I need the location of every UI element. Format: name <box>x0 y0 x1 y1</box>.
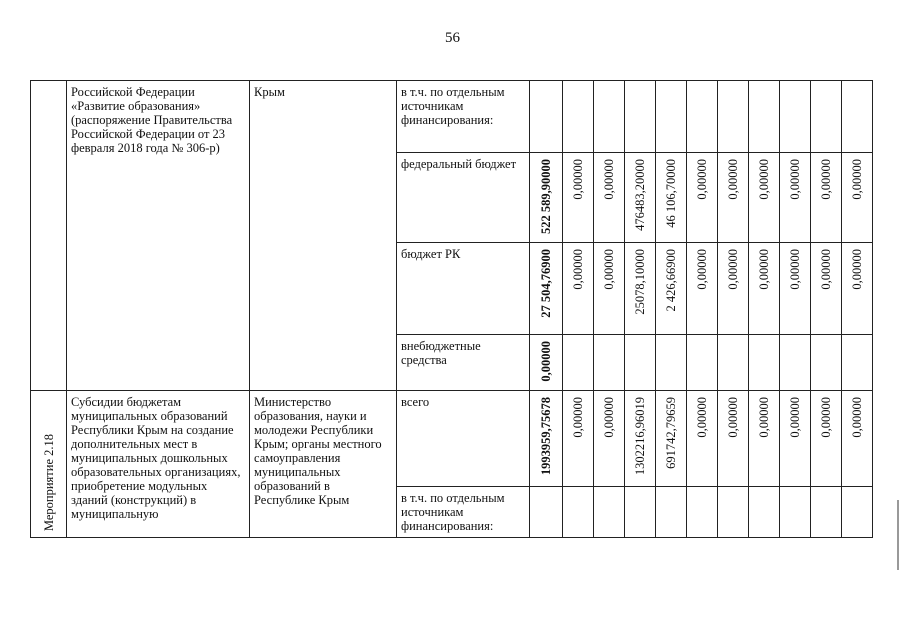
value-cell <box>749 335 780 391</box>
value-cell <box>780 81 811 153</box>
source-label: бюджет РК <box>401 247 461 261</box>
value-cell <box>780 335 811 391</box>
value-cell <box>594 487 625 538</box>
executor-text: Крым <box>254 85 285 99</box>
source-label: в т.ч. по отдельным источникам финансирования: <box>401 491 505 533</box>
value-cell <box>594 81 625 153</box>
program-cell <box>67 81 250 391</box>
value-cell <box>780 391 811 487</box>
cell-value: 0,00000 <box>602 397 616 438</box>
source-label-cell <box>397 243 530 335</box>
cell-value: 0,00000 <box>757 249 771 290</box>
cell-value: 0,00000 <box>788 159 802 200</box>
value-cell <box>842 391 873 487</box>
value-cell <box>563 81 594 153</box>
cell-value: 0,00000 <box>571 249 585 290</box>
cell-value: 0,00000 <box>788 397 802 438</box>
value-cell <box>687 391 718 487</box>
value-cell <box>656 81 687 153</box>
cell-value: 0,00000 <box>571 397 585 438</box>
value-cell <box>811 243 842 335</box>
scan-edge-mark <box>897 500 899 570</box>
value-cell <box>718 243 749 335</box>
value-cell <box>811 487 842 538</box>
source-label-cell <box>397 487 530 538</box>
total-cell <box>530 487 563 538</box>
value-cell <box>625 391 656 487</box>
value-cell <box>625 335 656 391</box>
value-cell <box>780 243 811 335</box>
cell-value: 2 426,66900 <box>664 249 678 312</box>
cell-value: 0,00000 <box>757 397 771 438</box>
value-cell <box>563 243 594 335</box>
total-value: 522 589,90000 <box>539 159 553 234</box>
value-cell <box>656 391 687 487</box>
value-cell <box>718 335 749 391</box>
value-cell <box>594 335 625 391</box>
value-cell <box>563 335 594 391</box>
cell-value: 0,00000 <box>819 159 833 200</box>
cell-value: 0,00000 <box>850 249 864 290</box>
value-cell <box>780 487 811 538</box>
value-cell <box>780 153 811 243</box>
value-cell <box>625 487 656 538</box>
cell-value: 0,00000 <box>571 159 585 200</box>
cell-value: 46 106,70000 <box>664 159 678 228</box>
table-row <box>31 391 873 487</box>
cell-value: 0,00000 <box>819 397 833 438</box>
value-cell <box>563 487 594 538</box>
value-cell <box>718 391 749 487</box>
value-cell <box>749 81 780 153</box>
value-cell <box>749 391 780 487</box>
event-cell <box>31 391 67 538</box>
value-cell <box>563 391 594 487</box>
source-label: в т.ч. по отдельным источникам финансирования: <box>401 85 505 127</box>
value-cell <box>811 391 842 487</box>
value-cell <box>749 243 780 335</box>
source-label-cell <box>397 81 530 153</box>
cell-value: 0,00000 <box>819 249 833 290</box>
value-cell <box>687 487 718 538</box>
cell-value: 0,00000 <box>602 159 616 200</box>
value-cell <box>749 487 780 538</box>
total-cell <box>530 243 563 335</box>
value-cell <box>687 81 718 153</box>
cell-value: 0,00000 <box>695 159 709 200</box>
value-cell <box>842 487 873 538</box>
cell-value: 0,00000 <box>726 397 740 438</box>
source-label: федеральный бюджет <box>401 157 517 171</box>
budget-table <box>30 80 873 538</box>
source-label-cell <box>397 153 530 243</box>
value-cell <box>842 153 873 243</box>
event-label: Мероприятие 2.18 <box>41 433 56 531</box>
value-cell <box>656 335 687 391</box>
value-cell <box>656 487 687 538</box>
cell-value: 0,00000 <box>602 249 616 290</box>
value-cell <box>718 81 749 153</box>
value-cell <box>625 243 656 335</box>
value-cell <box>594 243 625 335</box>
event-cell-empty <box>31 81 67 391</box>
cell-value: 691742,79659 <box>664 397 678 469</box>
value-cell <box>594 153 625 243</box>
cell-value: 0,00000 <box>695 249 709 290</box>
total-cell <box>530 81 563 153</box>
cell-value: 0,00000 <box>726 249 740 290</box>
value-cell <box>811 153 842 243</box>
value-cell <box>687 153 718 243</box>
cell-value: 0,00000 <box>757 159 771 200</box>
total-value: 1993959,75678 <box>539 397 553 476</box>
cell-value: 0,00000 <box>850 159 864 200</box>
source-label-cell <box>397 391 530 487</box>
cell-value: 0,00000 <box>788 249 802 290</box>
value-cell <box>594 391 625 487</box>
executor-cell <box>250 81 397 391</box>
value-cell <box>656 243 687 335</box>
value-cell <box>811 81 842 153</box>
value-cell <box>656 153 687 243</box>
value-cell <box>842 81 873 153</box>
cell-value: 476483,20000 <box>633 159 647 231</box>
total-cell <box>530 391 563 487</box>
cell-value: 0,00000 <box>850 397 864 438</box>
executor-cell <box>250 391 397 538</box>
value-cell <box>563 153 594 243</box>
cell-value: 1302216,96019 <box>633 397 647 476</box>
page-number: 56 <box>445 30 460 46</box>
value-cell <box>718 153 749 243</box>
value-cell <box>718 487 749 538</box>
cell-value: 25078,10000 <box>633 249 647 315</box>
value-cell <box>687 243 718 335</box>
total-value: 27 504,76900 <box>539 249 553 318</box>
value-cell <box>842 335 873 391</box>
executor-text: Министерство образования, науки и молодежи Республики Крым; органы местного самоуправления муниципальных образований в Республике Крым <box>254 395 382 507</box>
value-cell <box>842 243 873 335</box>
cell-value: 0,00000 <box>695 397 709 438</box>
value-cell <box>749 153 780 243</box>
cell-value: 0,00000 <box>726 159 740 200</box>
program-cell <box>67 391 250 538</box>
source-label: всего <box>401 395 430 409</box>
value-cell <box>687 335 718 391</box>
value-cell <box>625 153 656 243</box>
program-text: Субсидии бюджетам муниципальных образований Республики Крым на создание дополнительных мест в муниципальных дошкольных образовательных организациях, приобретение модульных зданий (конструкций) в муниципальную <box>71 395 241 521</box>
source-label: внебюджетные средства <box>401 339 481 367</box>
total-cell <box>530 153 563 243</box>
total-cell <box>530 335 563 391</box>
program-text: Российской Федерации «Развитие образования» (распоряжение Правительства Российской Федерации от 23 февраля 2018 года № 306-р) <box>71 85 233 155</box>
value-cell <box>625 81 656 153</box>
source-label-cell <box>397 335 530 391</box>
table-row <box>31 81 873 153</box>
total-value: 0,00000 <box>539 341 553 382</box>
value-cell <box>811 335 842 391</box>
